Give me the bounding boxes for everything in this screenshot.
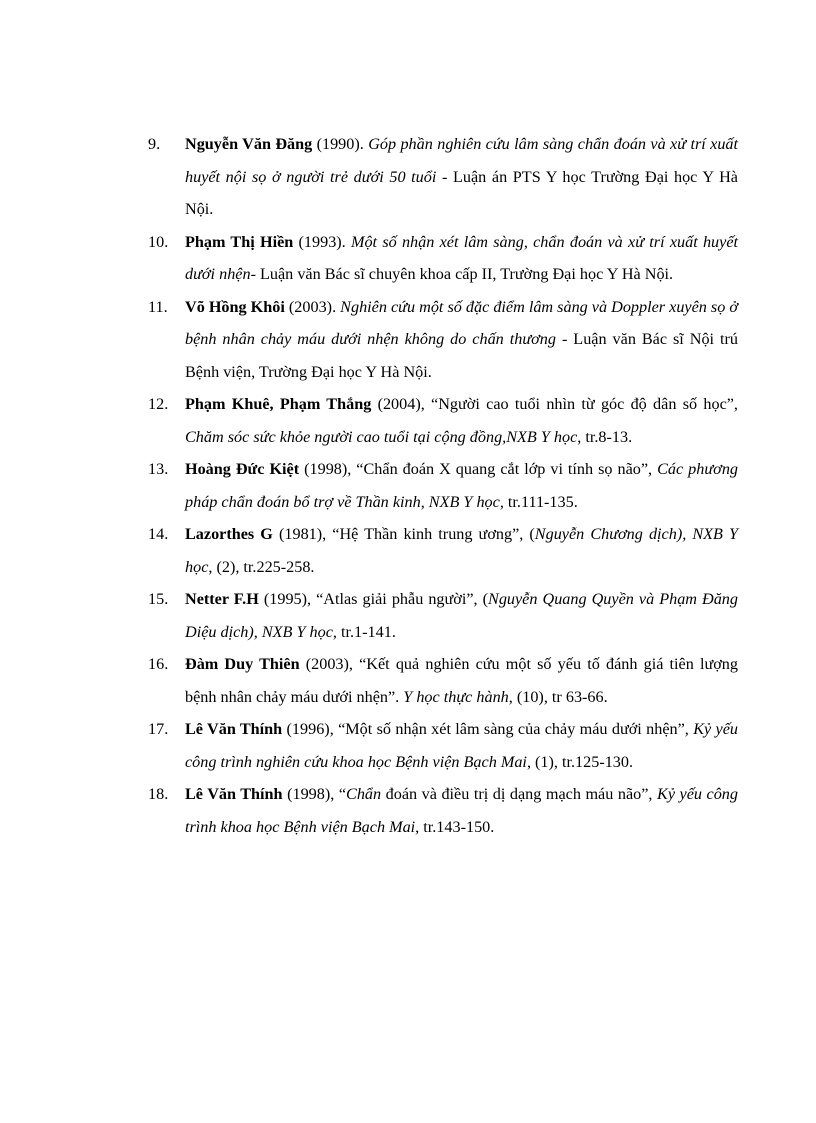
reference-number: 13. — [148, 460, 169, 478]
reference-text: (1993). — [293, 232, 351, 251]
reference-author: Phạm Thị Hiền — [185, 232, 294, 251]
reference-title-italic: Các phương pháp chẩn đoán bổ trợ về Thần kinh, NXB Y học — [185, 460, 739, 511]
reference-text: - Luận văn Bác sĩ Nội trú Bệnh viện, Trường Đại học Y Hà Nội. — [185, 330, 739, 381]
reference-author: Đàm Duy Thiên — [185, 655, 300, 673]
reference-list — [148, 128, 738, 843]
reference-text: - Luận văn Bác sĩ chuyên khoa cấp II, Trường Đại học Y Hà Nội. — [250, 265, 674, 283]
reference-text: - Luận án PTS Y học Trường Đại học Y Hà Nội. — [185, 167, 738, 218]
reference-number: 15. — [148, 590, 169, 608]
reference-author: Nguyễn Văn Đăng — [185, 135, 313, 153]
reference-item — [148, 291, 738, 389]
reference-number: 18. — [148, 785, 169, 803]
reference-item — [148, 713, 738, 778]
reference-text: , tr.1-141. — [332, 622, 396, 641]
reference-title-italic: Nghiên cứu một số đặc điểm lâm sàng và Doppler xuyên sọ ở bệnh nhân chảy máu dưới nhện không do chấn thương — [185, 297, 739, 348]
reference-text: , tr.111-135. — [499, 492, 578, 511]
reference-author: Phạm Khuê, Phạm Thắng — [185, 395, 372, 413]
reference-item — [148, 648, 738, 713]
reference-number: 17. — [148, 720, 169, 738]
reference-title-italic: Kỷ yếu công trình nghiên cứu khoa học Bệnh viện Bạch Mai — [185, 720, 738, 771]
reference-author: Hoàng Đức Kiệt — [185, 460, 300, 478]
reference-text: (1981), “Hệ Thần kinh trung ương”, ( — [272, 525, 535, 543]
reference-number: 14. — [148, 525, 169, 543]
reference-item — [148, 518, 738, 583]
reference-text: , tr.8-13. — [577, 427, 633, 446]
reference-text: , (10), tr 63-66. — [508, 687, 608, 706]
reference-text: đoán và điều trị dị dạng mạch máu não”, — [381, 785, 658, 803]
reference-title-italic: Chẩn — [346, 785, 382, 803]
reference-text: (1998), “ — [282, 785, 347, 803]
reference-author: Lê Văn Thính — [185, 785, 283, 803]
reference-text: (1990). — [312, 135, 369, 153]
reference-title-italic: Chăm sóc sức khỏe người cao tuổi tại cộng đồng,NXB Y học — [185, 427, 578, 446]
reference-number: 9. — [148, 135, 161, 153]
reference-item — [148, 583, 738, 648]
reference-author: Võ Hồng Khôi — [185, 297, 285, 316]
reference-author: Lazorthes G — [185, 525, 273, 543]
reference-title-italic: Kỷ yếu công trình khoa học Bệnh viện Bạch Mai — [185, 785, 738, 836]
reference-item — [148, 453, 738, 518]
reference-text: , (2), tr.225-258. — [208, 557, 315, 576]
reference-title-italic: Nguyễn Quang Quyền và Phạm Đăng Diệu dịch), NXB Y học — [185, 590, 738, 641]
reference-text: (2004), “Người cao tuổi nhìn từ góc độ dân số học”, — [371, 395, 738, 413]
reference-text: (2003). — [284, 297, 341, 316]
reference-title-italic: Một số nhận xét lâm sàng, chẩn đoán và xử trí xuất huyết dưới nhện — [185, 232, 739, 283]
reference-text: , tr.143-150. — [415, 817, 495, 836]
reference-number: 16. — [148, 655, 169, 673]
reference-text: , (1), tr.125-130. — [526, 752, 634, 771]
reference-item — [148, 778, 738, 843]
reference-title-italic: Nguyễn Chương dịch), NXB Y học — [185, 525, 738, 576]
reference-title-italic: Góp phần nghiên cứu lâm sàng chẩn đoán và xử trí xuất huyết nội sọ ở người trẻ dưới 50 tuổi — [185, 135, 739, 186]
reference-number: 12. — [148, 395, 169, 413]
reference-item — [148, 128, 738, 226]
reference-item — [148, 388, 738, 453]
reference-title-italic: Y học thực hành — [403, 687, 509, 706]
reference-author: Netter F.H — [185, 590, 259, 608]
reference-number: 11. — [148, 297, 168, 316]
reference-text: (1995), “Atlas giải phẫu người”, ( — [258, 590, 489, 608]
reference-item — [148, 226, 738, 291]
reference-number: 10. — [148, 232, 169, 251]
reference-author: Lê Văn Thính — [185, 720, 283, 738]
reference-text: (2003), “Kết quả nghiên cứu một số yếu tố đánh giá tiên lượng bệnh nhân chảy máu dưới nhện”. — [185, 655, 738, 706]
reference-text: (1996), “Một số nhận xét lâm sàng của chảy máu dưới nhện”, — [282, 720, 694, 738]
reference-text: (1998), “Chẩn đoán X quang cắt lớp vi tính sọ não”, — [299, 460, 658, 478]
